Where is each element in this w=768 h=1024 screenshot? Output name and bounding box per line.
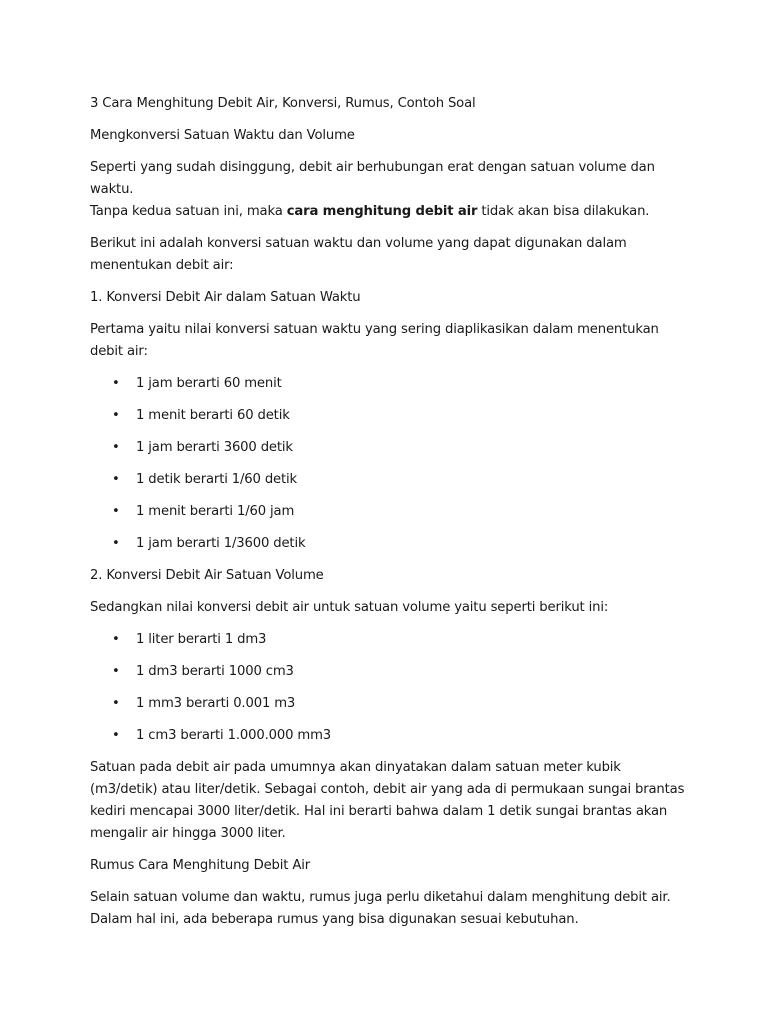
document-title: 3 Cara Menghitung Debit Air, Konversi, Rumus, Contoh Soal <box>90 96 476 111</box>
waktu-intro: Pertama yaitu nilai konversi satuan waktu yang sering diaplikasikan dalam menentukan debit air: <box>90 322 659 359</box>
list-item-text: 1 jam berarti 1/3600 detik <box>136 536 306 551</box>
list-item <box>90 373 690 395</box>
list-item-text: 1 jam berarti 3600 detik <box>136 440 293 455</box>
list-item <box>90 469 690 491</box>
list-item <box>90 629 690 651</box>
bullet-icon: • <box>112 536 120 551</box>
list-item <box>90 533 690 555</box>
bold-keyword-link: cara menghitung debit air <box>286 204 478 219</box>
intro-line2-after: tidak akan bisa dilakukan. <box>477 204 650 219</box>
bullet-icon: • <box>112 504 120 519</box>
bullet-icon: • <box>112 632 120 647</box>
list-item <box>90 501 690 523</box>
waktu-heading: 1. Konversi Debit Air dalam Satuan Waktu <box>90 290 361 305</box>
bullet-icon: • <box>112 408 120 423</box>
list-item <box>90 725 690 747</box>
bullet-icon: • <box>112 696 120 711</box>
list-item <box>90 661 690 683</box>
list-item-text: 1 detik berarti 1/60 detik <box>136 472 298 487</box>
rumus-heading: Rumus Cara Menghitung Debit Air <box>90 858 310 873</box>
satuan-paragraph: Satuan pada debit air pada umumnya akan dinyatakan dalam satuan meter kubik (m3/detik) atau liter/detik. Sebagai contoh, debit air yang ada di permukaan sungai brantas kediri mencapai 3000 liter/detik. Hal ini berarti bahwa dalam 1 detik sungai brantas akan mengalir air hingga 3000 liter. <box>90 760 685 841</box>
volume-heading: 2. Konversi Debit Air Satuan Volume <box>90 568 324 583</box>
volume-list <box>90 629 690 747</box>
list-item-text: 1 menit berarti 60 detik <box>136 408 290 423</box>
bullet-icon: • <box>112 376 120 391</box>
list-item-text: 1 dm3 berarti 1000 cm3 <box>136 664 294 679</box>
list-item-text: 1 jam berarti 60 menit <box>136 376 282 391</box>
list-item-text: 1 liter berarti 1 dm3 <box>136 632 267 647</box>
section-heading: Mengkonversi Satuan Waktu dan Volume <box>90 128 355 143</box>
list-item <box>90 693 690 715</box>
document-page <box>90 93 690 941</box>
list-item-text: 1 menit berarti 1/60 jam <box>136 504 295 519</box>
intro-line2-before: Tanpa kedua satuan ini, maka <box>90 204 287 219</box>
list-item <box>90 405 690 427</box>
intro-line1: Seperti yang sudah disinggung, debit air berhubungan erat dengan satuan volume dan waktu. <box>90 160 655 197</box>
intro-paragraph <box>90 157 690 223</box>
bullet-icon: • <box>112 440 120 455</box>
list-item-text: 1 mm3 berarti 0.001 m3 <box>136 696 296 711</box>
bullet-icon: • <box>112 664 120 679</box>
bullet-icon: • <box>112 472 120 487</box>
lead-paragraph: Berikut ini adalah konversi satuan waktu dan volume yang dapat digunakan dalam menentukan debit air: <box>90 236 627 273</box>
rumus-paragraph: Selain satuan volume dan waktu, rumus juga perlu diketahui dalam menghitung debit air. Dalam hal ini, ada beberapa rumus yang bisa digunakan sesuai kebutuhan. <box>90 890 671 927</box>
list-item-text: 1 cm3 berarti 1.000.000 mm3 <box>136 728 332 743</box>
volume-intro: Sedangkan nilai konversi debit air untuk satuan volume yaitu seperti berikut ini: <box>90 600 609 615</box>
bullet-icon: • <box>112 728 120 743</box>
waktu-list <box>90 373 690 555</box>
list-item <box>90 437 690 459</box>
